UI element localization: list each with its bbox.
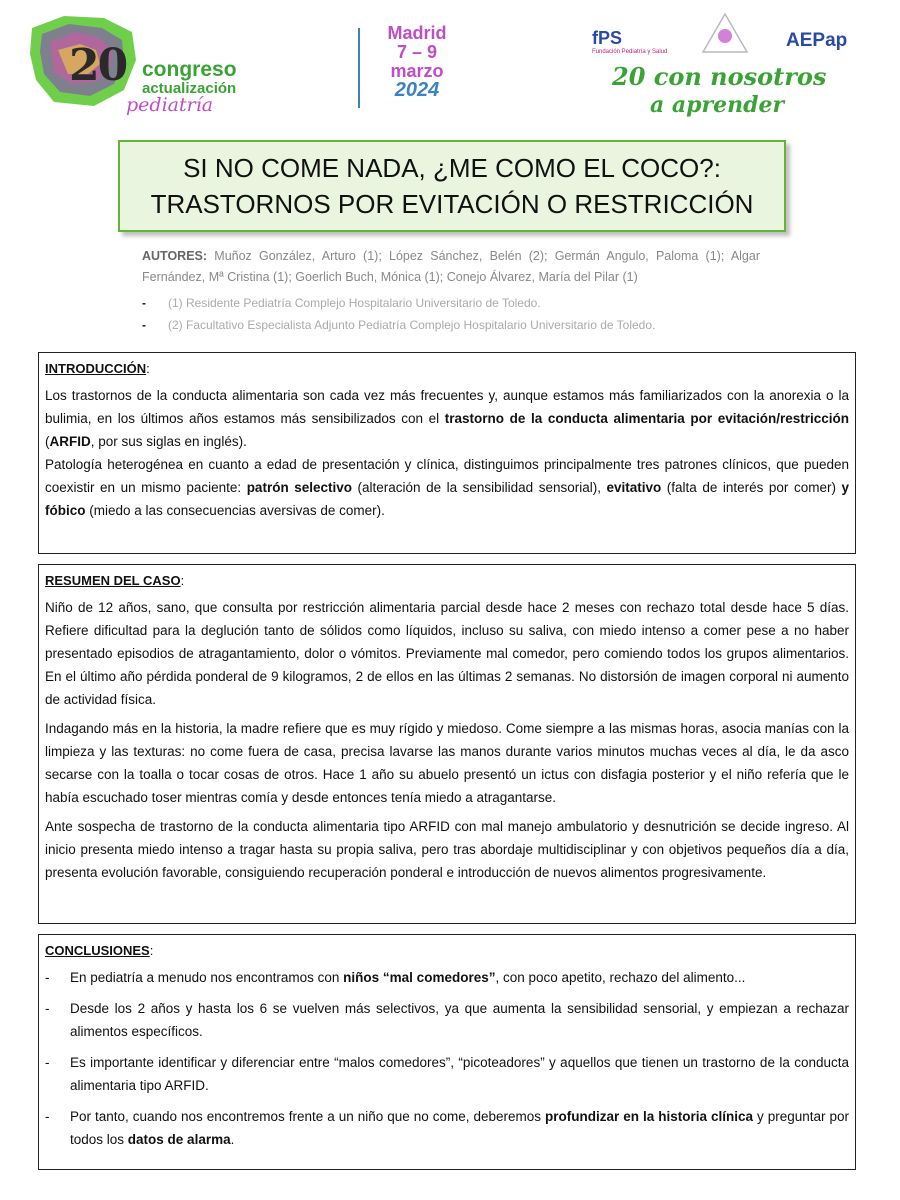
fps-subtitle: Fundación Pediatría y Salud bbox=[592, 49, 668, 55]
congress-logo bbox=[24, 10, 254, 115]
section-introduction bbox=[38, 352, 856, 554]
conclusion-item: - Es importante identificar y diferenciar entre “malos comedores”, “picoteadores” y aquellos que tienen un trastorno de la conducta alimentaria tipo ARFID. bbox=[45, 1055, 849, 1093]
section-conclusions bbox=[38, 934, 856, 1170]
intro-paragraph-2: Patología heterogénea en cuanto a edad de presentación y clínica, distinguimos principalmente tres patrones clínicos, que pueden coexistir en un mismo paciente: patrón selectivo (alteración de la sensibilidad sensorial), evitativo (falta de interés por comer) y fóbico (miedo a las consecuencias aversivas de comer). bbox=[45, 457, 849, 518]
intro-paragraph-1: Los trastornos de la conducta alimentaria son cada vez más frecuentes y, aunque estamos más familiarizados con la anorexia o la bulimia, en los últimos años estamos más sensibilizados con el trastorno de la conducta alimentaria por evitación/restricción (ARFID, por sus siglas en inglés). bbox=[45, 388, 849, 449]
title-line2: TRASTORNOS POR EVITACIÓN O RESTRICCIÓN bbox=[150, 189, 754, 219]
section-title: RESUMEN DEL CASO: bbox=[45, 573, 185, 588]
event-date bbox=[372, 24, 462, 100]
conclusion-item: - Por tanto, cuando nos encontremos frente a un niño que no come, deberemos profundizar en la historia clínica y preguntar por todos los datos de alarma. bbox=[45, 1109, 849, 1147]
authors-names: Muñoz González, Arturo (1); López Sánchez, Belén (2); Germán Angulo, Paloma (1); Algar Fernández, Mª Cristina (1); Goerlich Buch, Mónica (1); Conejo Álvarez, María del Pilar (1) bbox=[142, 249, 761, 284]
event-city: Madrid bbox=[387, 23, 447, 43]
conclusion-item: - En pediatría a menudo nos encontramos con niños “mal comedores”, con poco apetito, rechazo del alimento... bbox=[45, 970, 746, 985]
event-year: 2024 bbox=[394, 79, 440, 101]
case-paragraph-1: Niño de 12 años, sano, que consulta por restricción alimentaria parcial desde hace 2 meses con rechazo total desde hace 5 días. Refiere dificultad para la deglución tanto de sólidos como líquidos, incluso su saliva, con miedo intenso a comer pese a no haber presentado episodios de atragantamiento, dolor o vómitos. Previamente mal comedor, pero comiendo todos los grupos alimentarios. En el último año pérdida ponderal de 9 kilogramos, 2 de ellos en las últimas 2 semanas. No distorsión de imagen corporal ni aumento de actividad física. bbox=[45, 600, 849, 707]
poster-title bbox=[118, 140, 786, 232]
fps-logo-text: fPS bbox=[592, 28, 623, 48]
event-line2: actualización bbox=[142, 80, 237, 97]
affiliation-2: - (2) Facultativo Especialista Adjunto Pediatría Complejo Hospitalario Universitario de Toledo. bbox=[142, 318, 656, 332]
header-divider bbox=[358, 28, 360, 108]
event-month: marzo bbox=[390, 61, 444, 81]
affiliation-text: (2) Facultativo Especialista Adjunto Pediatría Complejo Hospitalario Universitario de Toledo. bbox=[168, 318, 656, 332]
event-days: 7 – 9 bbox=[396, 42, 438, 62]
event-line1: congreso bbox=[142, 58, 237, 81]
slogan-line1: 20 con nosotros bbox=[612, 62, 827, 91]
case-paragraph-3: Ante sospecha de trastorno de la conducta alimentaria tipo ARFID con mal manejo ambulatorio y desnutrición se decide ingreso. Al inicio presenta miedo intenso a tragar hasta su propia saliva, pero tras abordaje multidisciplinar y con objetivos pequeños día a día, presenta evolución favorable, consiguiendo recuperación ponderal e introducción de nuevos alimentos progresivamente. bbox=[45, 819, 849, 880]
authors-label: AUTORES: bbox=[142, 249, 208, 263]
event-line3: pediatría bbox=[126, 94, 214, 116]
aep-triangle-logo-icon bbox=[700, 12, 750, 54]
conclusion-item: - Desde los 2 años y hasta los 6 se vuelven más selectivos, ya que aumenta la sensibilidad sensorial, y empiezan a rechazar alimentos específicos. bbox=[45, 1001, 849, 1039]
slogan-line2: a aprender bbox=[650, 92, 785, 118]
poster-header bbox=[0, 0, 900, 130]
affiliation-1: - (1) Residente Pediatría Complejo Hospitalario Universitario de Toledo. bbox=[142, 296, 541, 310]
affiliation-text: (1) Residente Pediatría Complejo Hospitalario Universitario de Toledo. bbox=[168, 296, 541, 310]
section-case-summary bbox=[38, 564, 856, 924]
aepap-logo: AEPap bbox=[786, 30, 848, 51]
section-title: INTRODUCCIÓN: bbox=[45, 361, 150, 376]
event-number: 20 bbox=[69, 40, 127, 91]
section-title: CONCLUSIONES: bbox=[45, 943, 154, 958]
fps-logo bbox=[592, 28, 667, 55]
title-line1: SI NO COME NADA, ¿ME COMO EL COCO?: bbox=[183, 153, 721, 183]
authors-block bbox=[142, 246, 760, 288]
case-paragraph-2: Indagando más en la historia, la madre refiere que es muy rígido y miedoso. Come siempre a las mismas horas, asocia manías con la limpieza y las texturas: no come fuera de casa, precisa lavarse las manos durante varios minutos muchas veces al día, le da asco secarse con la toalla o tocar cosas de otros. Hace 1 año su abuelo presentó un ictus con disfagia posterior y el niño refería que le había escuchado toser mientras comía y desde entonces tenía miedo a atragantarse. bbox=[45, 721, 849, 805]
